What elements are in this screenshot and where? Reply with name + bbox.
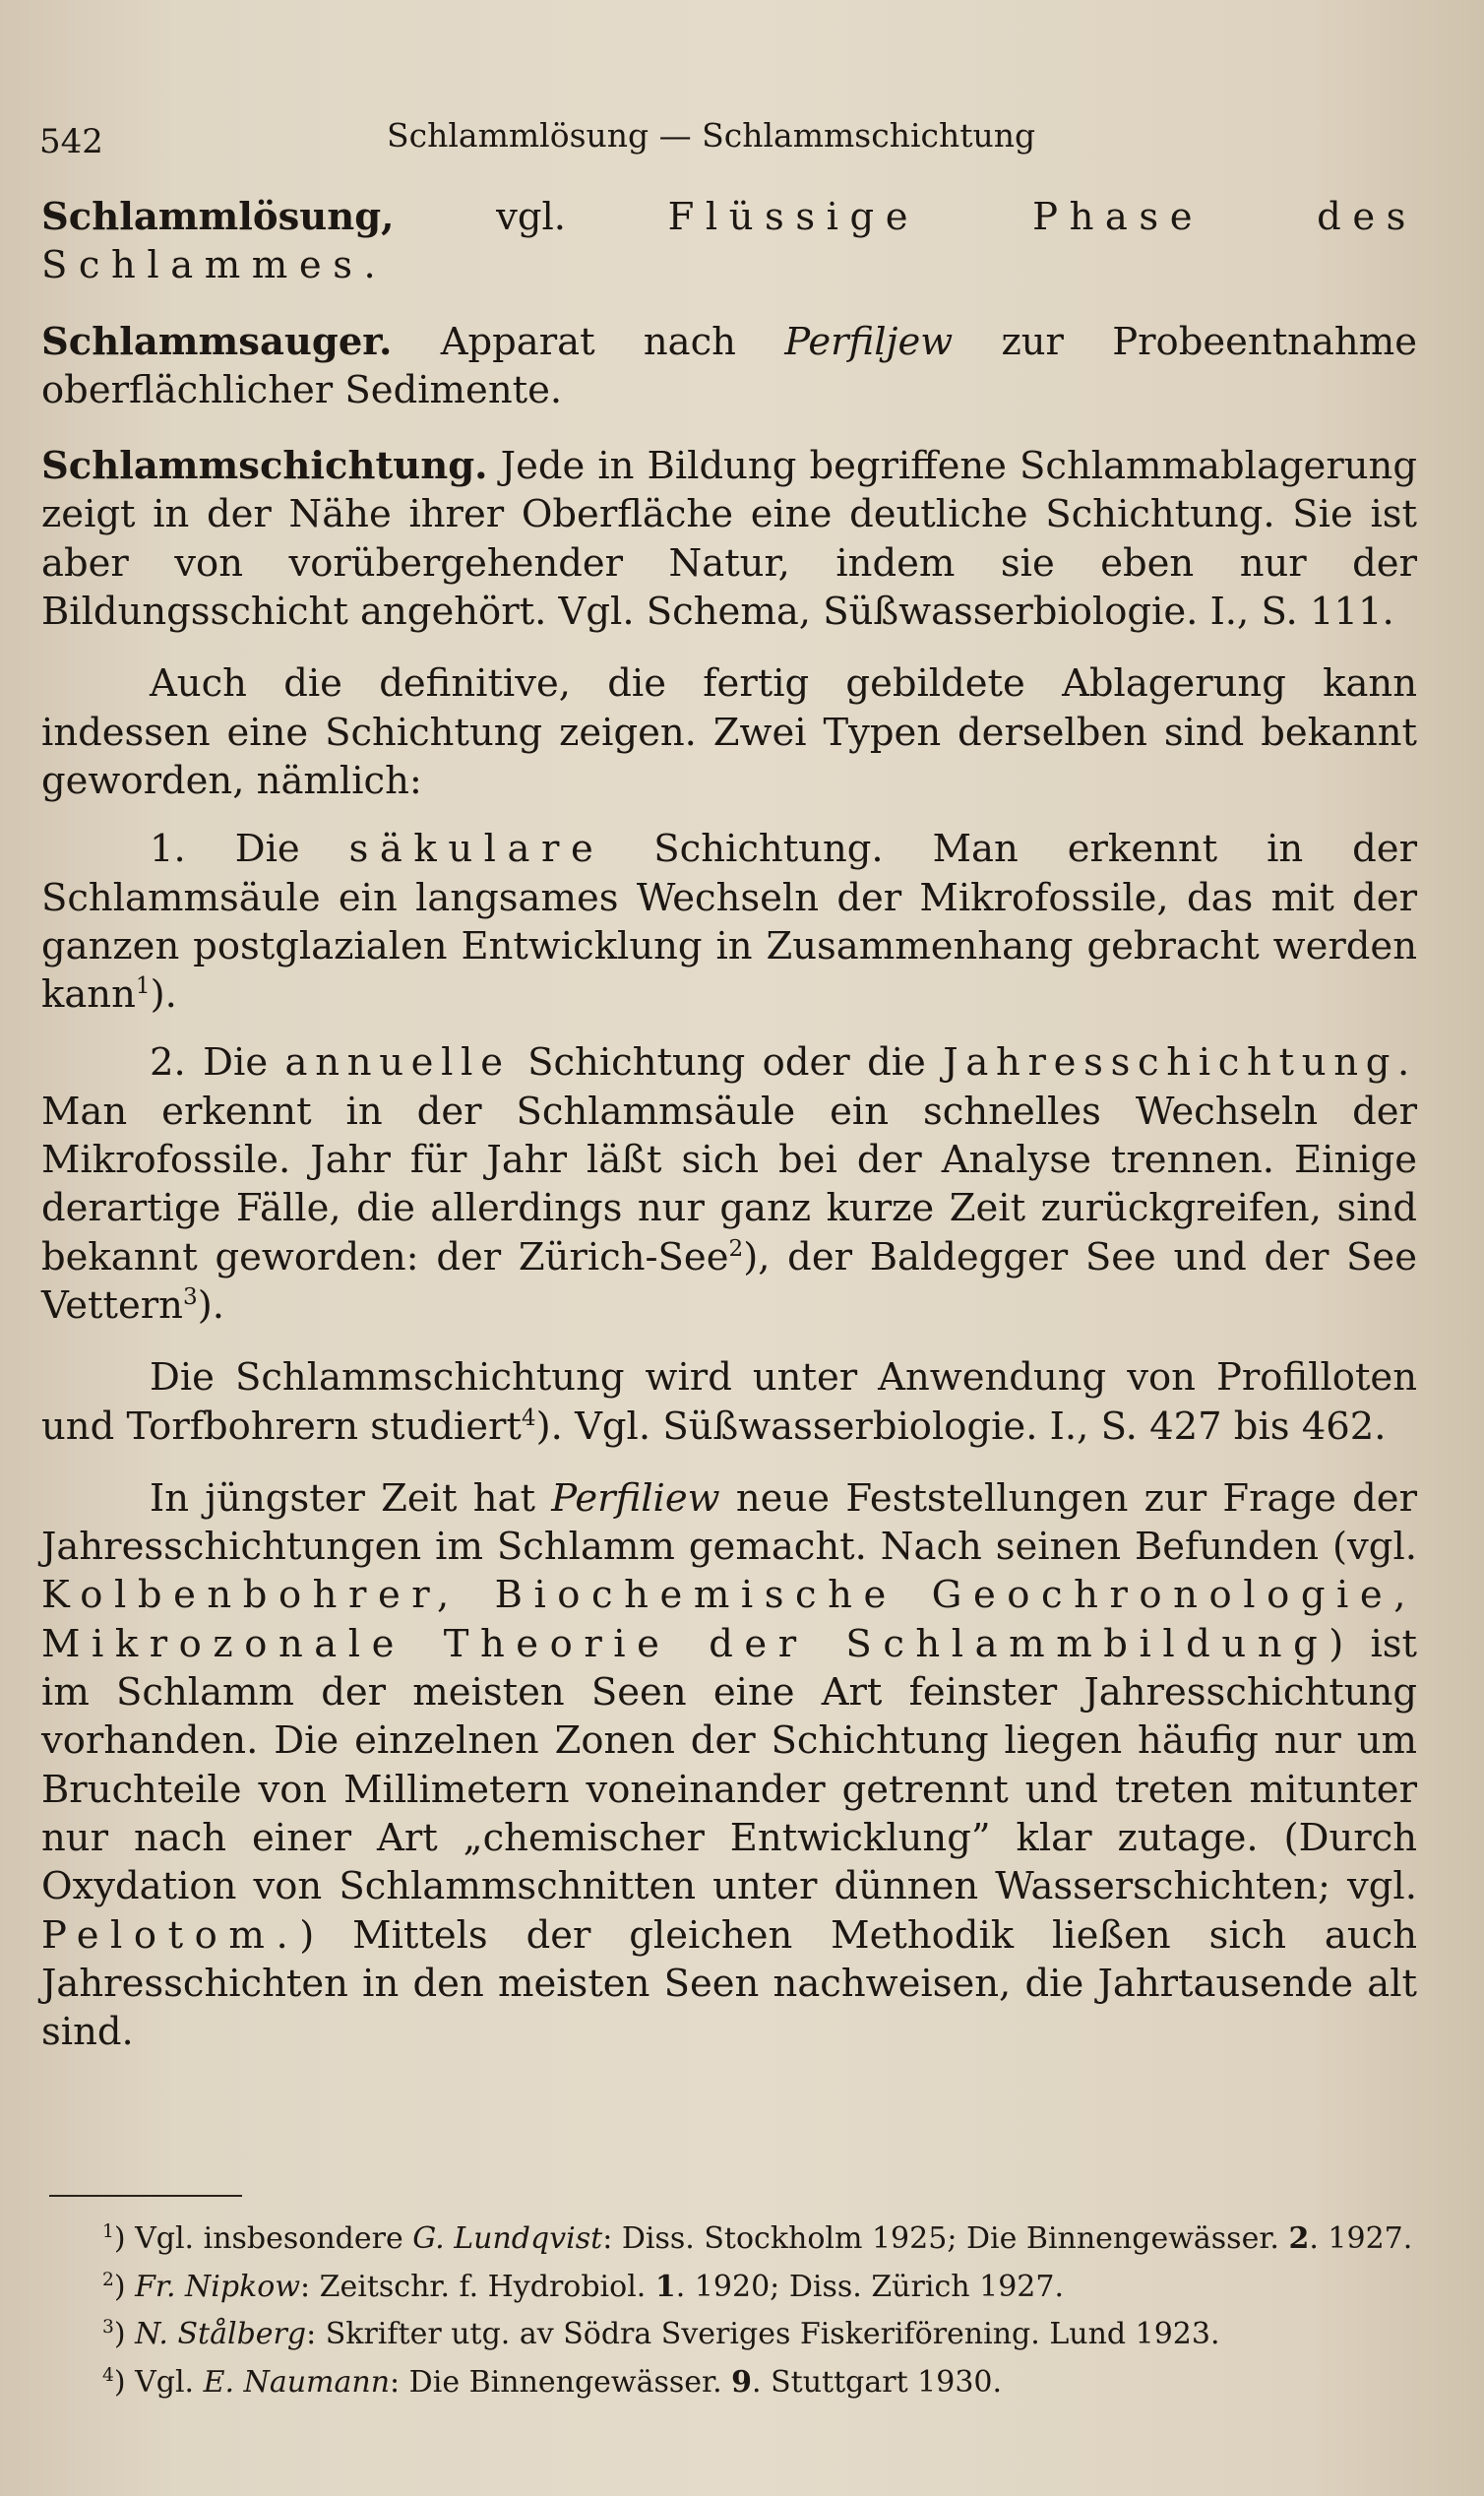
entry-text: Jede in Bildung begriffene Schlammablagerung zeigt in der Nähe ihrer Oberfläche eine deutliche Schichtung. Sie ist aber von vorübergehender Natur, indem sie eben nur der Bildungsschicht angehört. Vgl. Schema, Süßwasserbiologie. I., S. 111. [41, 444, 1417, 635]
author-name: Perfiliew [551, 1475, 720, 1521]
paragraph: Auch die definitive, die fertig gebildete Ablagerung kann indessen eine Schichtung zeigen. Zwei Typen derselben sind bekannt geworden, nämlich: [41, 661, 1417, 803]
item-text: ), der Baldegger See und der See Vettern [41, 1234, 1418, 1328]
item-end: ). [197, 1282, 224, 1328]
paragraph-text: ) ist im Schlamm der meisten Seen eine Art feinster Jahresschichtung vorhanden. Die einzelnen Zonen der Schichtung liegen häufig nur um Bruchteile von Millimetern voneinander getrennt und treten mitunter nur nach einer Art „chemischer Entwicklung” klar zutage. (Durch Oxydation von Schlammschnitten unter dünnen Wasserschichten; vgl. [41, 1621, 1417, 1909]
paragraph [41, 1353, 1417, 1451]
footnote-mark: 1 [102, 2221, 114, 2242]
headword: Schlammschichtung. [41, 444, 488, 489]
author-name: Fr. Nipkow [135, 2269, 300, 2304]
entry-schlammsauger [41, 318, 1417, 415]
item-prefix: 2. Die [150, 1040, 285, 1086]
author-name: Perfiljew [784, 319, 954, 364]
footnote-text: . 1920; Diss. Zürich 1927. [675, 2269, 1064, 2304]
list-item [41, 1038, 1417, 1330]
entry-schlammloesung [41, 193, 1417, 290]
footnote-text: ) [113, 2317, 136, 2351]
footnote-mark: 4 [102, 2364, 114, 2386]
footnote-text: : Skrifter utg. av Södra Sveriges Fiskeriförening. Lund 1923. [306, 2317, 1220, 2351]
footnote [41, 2316, 1417, 2354]
cross-reference: Kolbenbohrer, Biochemische Geochronologie, Mikrozonale Theorie der Schlammbildung [41, 1573, 1417, 1666]
entry-text: Apparat nach [392, 319, 785, 364]
spaced-term: Jahresschichtung. [943, 1040, 1417, 1086]
paragraph-text: Die Schlammschichtung wird unter Anwendung von Profilloten und Torfbohrern studiert [41, 1355, 1417, 1449]
author-name: E. Naumann [203, 2364, 391, 2400]
footnote [41, 2220, 1417, 2259]
paragraph-text: In jüngster Zeit hat [150, 1475, 552, 1521]
headword: Schlammlösung, [41, 195, 395, 239]
spaced-term: säkulare [348, 827, 605, 872]
footnote-rule [49, 2195, 242, 2197]
footnote-text: ) [113, 2269, 136, 2304]
volume-number: 1 [654, 2269, 676, 2304]
entry-text: vgl. [394, 195, 668, 239]
cross-reference: Pelotom. [41, 1912, 300, 1958]
spaced-term: annuelle [284, 1040, 511, 1086]
footnote-text: : Die Binnengewässer. [390, 2364, 732, 2400]
footnote-text: . Stuttgart 1930. [752, 2364, 1003, 2400]
running-title: Schlammlösung — Schlammschichtung [387, 116, 1036, 155]
entry-schlammschichtung [41, 442, 1417, 636]
volume-number: 2 [1288, 2221, 1310, 2256]
footnote-text: : Zeitschr. f. Hydrobiol. [300, 2269, 655, 2304]
item-text: Man erkennt in der Schlammsäule ein schnelles Wechseln der Mikrofossile. Jahr für Jahr läßt sich bei der Analyse trennen. Einige derartige Fälle, die allerdings nur ganz kurze Zeit zurückgreifen, sind bekannt geworden: der Zürich-See [41, 1089, 1417, 1279]
paragraph [41, 1474, 1417, 2057]
paragraph-text: neue Feststellungen zur Frage der Jahresschichtungen im Schlamm gemacht. Nach seinen Befunden (vgl. [41, 1475, 1417, 1570]
footnote [41, 2364, 1417, 2402]
entry-text: zur Probeentnahme oberflächlicher Sedimente. [41, 319, 1418, 412]
paragraph-text: ) Mittels der gleichen Methodik ließen sich auch Jahresschichten in den meisten Seen nachweisen, die Jahrtausende alt sind. [41, 1912, 1417, 2055]
footnote-text: . 1927. [1309, 2221, 1413, 2256]
running-head [39, 116, 1437, 165]
footnote-ref[interactable]: 3 [182, 1284, 198, 1311]
footnote-mark: 3 [102, 2317, 114, 2338]
footnote [41, 2269, 1417, 2307]
volume-number: 9 [731, 2364, 753, 2400]
author-name: G. Lundqvist [412, 2221, 603, 2256]
cross-reference: Flüssige Phase des Schlammes. [41, 195, 1417, 288]
footnote-text: : Diss. Stockholm 1925; Die Binnengewässer. [602, 2221, 1289, 2256]
footnote-text: ) Vgl. [113, 2364, 204, 2400]
headword: Schlammsauger. [41, 319, 393, 364]
list-item [41, 825, 1417, 1019]
paragraph-text: ). Vgl. Süßwasserbiologie. I., S. 427 bis 462. [535, 1404, 1387, 1449]
body-text [41, 193, 1417, 2056]
footnote-mark: 2 [102, 2269, 114, 2290]
item-text: Schichtung. Man erkennt in der Schlammsäule ein langsames Wechseln der Mikrofossile, das mit der ganzen postglazialen Entwicklung in Zusammenhang gebracht werden kann [41, 827, 1417, 1018]
footnotes [41, 2220, 1417, 2402]
author-name: N. Stålberg [135, 2317, 307, 2351]
footnote-ref[interactable]: 2 [728, 1235, 744, 1262]
footnote-text: ) Vgl. insbesondere [113, 2221, 413, 2256]
item-prefix: 1. Die [150, 827, 349, 872]
footnote-ref[interactable]: 1 [135, 973, 151, 1000]
page-number: 542 [39, 122, 103, 161]
item-text: Schichtung oder die [510, 1040, 944, 1086]
footnote-ref[interactable]: 4 [521, 1404, 536, 1431]
item-end: ). [150, 972, 177, 1018]
